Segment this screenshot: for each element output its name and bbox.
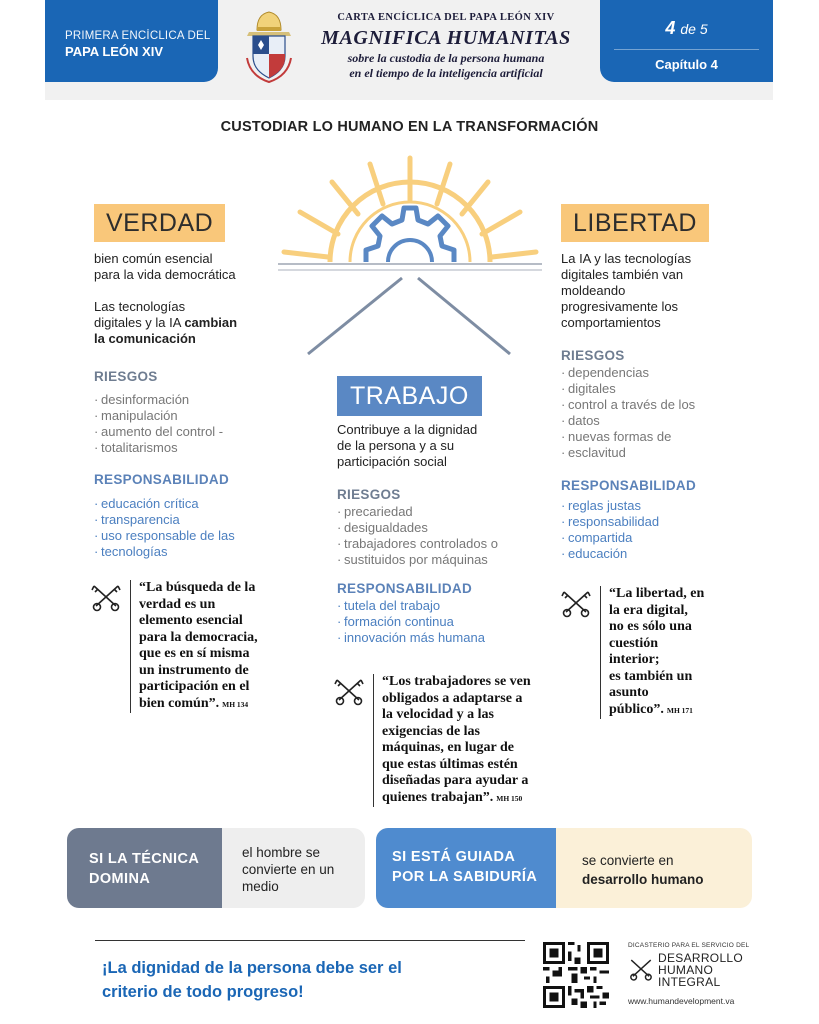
verdad-responsabilidad-title: RESPONSABILIDAD	[94, 472, 230, 487]
libertad-description	[561, 251, 691, 331]
trabajo-quote	[373, 674, 531, 807]
banner-dark-line: POR LA SABIDURÍA	[392, 869, 538, 885]
papal-keys-icon	[90, 582, 122, 612]
quote-line	[382, 790, 531, 808]
quote-reference: MH 150	[496, 793, 523, 803]
quote-line: no es sólo una	[609, 619, 692, 634]
libertad-desc-line: La IA y las tecnologías	[561, 251, 692, 266]
quote-line: asunto	[609, 685, 649, 700]
header-subtitle-2: en el tiempo de la inteligencia artificial	[349, 66, 543, 80]
verdad-riesgos-list	[94, 392, 274, 456]
banner-light-line: se convierte en	[582, 853, 674, 868]
list-item: · manipulación	[94, 408, 274, 424]
list-item: · desigualdades	[337, 520, 537, 536]
quote-line: verdad es un	[139, 596, 216, 612]
quote-line: para la democracia,	[139, 629, 258, 645]
verdad-riesgos-title: RIESGOS	[94, 369, 158, 384]
banner-dark-line: SI LA TÉCNICA	[89, 851, 200, 867]
list-item: · responsabilidad	[561, 514, 741, 530]
banner-technique-light	[242, 844, 334, 895]
header-center	[300, 12, 592, 80]
trabajo-desc-line: Contribuye a la dignidad	[337, 422, 478, 437]
qr-code-icon[interactable]	[543, 942, 609, 1008]
trabajo-responsabilidad-title: RESPONSABILIDAD	[337, 581, 473, 596]
list-item: · desinformación	[94, 392, 274, 408]
list-item: · totalitarismos	[94, 440, 274, 456]
trabajo-desc-line: de la persona y a su	[337, 438, 455, 453]
dicastery-name-line: DESARROLLO	[658, 951, 744, 965]
verdad-desc-line: bien común esencial	[94, 251, 213, 266]
list-item: · tecnologías	[94, 544, 274, 560]
list-item: · formación continua	[337, 614, 537, 630]
verdad-tag: VERDAD	[94, 204, 225, 242]
list-item: · tutela del trabajo	[337, 598, 537, 614]
footer-slogan-line: ¡La dignidad de la persona debe ser el	[102, 959, 402, 977]
list-item: · control a través de los	[561, 397, 741, 413]
list-item: · compartida	[561, 530, 741, 546]
sun-gear-illustration	[270, 150, 550, 360]
banner-light-line: medio	[242, 879, 279, 894]
banner-wisdom	[376, 828, 752, 908]
verdad-responsabilidad-list	[94, 496, 274, 560]
verdad-desc-line	[94, 315, 237, 331]
list-item: · precariedad	[337, 504, 537, 520]
quote-line: un instrumento de	[139, 662, 249, 678]
verdad-desc-bold: cambian	[184, 315, 238, 330]
banner-light-line: convierte en un	[242, 862, 335, 877]
libertad-desc-line: comportamientos	[561, 315, 661, 330]
page-of: de 5	[680, 21, 708, 37]
banner-wisdom-light	[582, 851, 704, 889]
list-item: · dependencias	[561, 365, 741, 381]
libertad-riesgos-list	[561, 365, 741, 461]
banner-technique	[67, 828, 365, 908]
quote-line	[609, 702, 704, 720]
verdad-description	[94, 251, 237, 347]
quote-line: cuestión	[609, 635, 658, 651]
header-right-divider	[614, 49, 759, 50]
quote-line: participación en el	[139, 679, 250, 694]
quote-text: quienes trabajan”.	[382, 789, 494, 805]
quote-line: “Los trabajadores se ven	[382, 674, 531, 689]
list-item: · esclavitud	[561, 445, 741, 461]
list-item: · sustituidos por máquinas	[337, 552, 537, 568]
trabajo-tag: TRABAJO	[337, 376, 482, 416]
verdad-quote	[130, 580, 258, 713]
trabajo-riesgos-list	[337, 504, 537, 568]
list-item: · trabajadores controlados o	[337, 536, 537, 552]
list-item: · reglas justas	[561, 498, 741, 514]
verdad-desc-line: Las tecnologías	[94, 299, 186, 314]
page-number: 4	[665, 18, 676, 38]
list-item: · uso responsable de las	[94, 528, 274, 544]
banner-dark-line: SI ESTÁ GUIADA	[392, 849, 516, 865]
banner-light-bold: desarrollo humano	[582, 872, 704, 887]
libertad-desc-line: progresivamente los	[561, 299, 679, 314]
libertad-riesgos-title: RIESGOS	[561, 348, 625, 363]
quote-reference: MH 134	[222, 699, 249, 709]
papal-keys-icon	[333, 676, 365, 706]
quote-reference: MH 171	[666, 705, 693, 715]
footer-slogan-line: criterio de todo progreso!	[102, 983, 304, 1001]
papal-coat-of-arms-icon	[243, 10, 295, 84]
verdad-desc-bold-line: la comunicación	[94, 331, 196, 346]
quote-line: máquinas, en lugar de	[382, 740, 514, 755]
footer-divider	[95, 940, 525, 941]
libertad-tag: LIBERTAD	[561, 204, 709, 242]
libertad-quote	[600, 586, 704, 719]
banner-wisdom-dark	[376, 828, 556, 908]
website-link[interactable]: www.humandevelopment.va	[628, 996, 735, 1006]
page-indicator	[600, 18, 773, 39]
quote-line: la velocidad y a las	[382, 707, 495, 722]
quote-line: obligados a adaptarse a	[382, 690, 523, 706]
spacer	[94, 283, 237, 299]
quote-line: diseñadas para ayudar a	[382, 773, 529, 788]
chapter-label: Capítulo 4	[655, 57, 718, 72]
quote-line: exigencias de las	[382, 723, 480, 739]
quote-text: público”.	[609, 701, 664, 717]
libertad-desc-line: digitales también van	[561, 267, 684, 282]
quote-line	[139, 696, 258, 714]
list-item: · educación crítica	[94, 496, 274, 512]
header-right-box	[600, 0, 773, 82]
list-item: · datos	[561, 413, 741, 429]
papal-keys-icon	[628, 956, 654, 982]
banner-light-line: el hombre se	[242, 845, 321, 860]
libertad-desc-line: moldeando	[561, 283, 626, 298]
banner-dark-line: DOMINA	[89, 871, 151, 887]
list-item: · innovación más humana	[337, 630, 537, 646]
quote-line: que es en sí misma	[139, 646, 250, 661]
main-title: CUSTODIAR LO HUMANO EN LA TRANSFORMACIÓN	[220, 119, 599, 135]
trabajo-desc-line: participación social	[337, 454, 447, 469]
quote-line: que estas últimas estén	[382, 756, 518, 772]
quote-line: la era digital,	[609, 602, 688, 618]
quote-line: es también un	[609, 668, 693, 684]
papal-keys-icon	[560, 588, 592, 618]
verdad-desc-line: para la vida democrática	[94, 267, 236, 282]
dicastery-logo	[628, 942, 749, 1006]
quote-line: “La libertad, en	[609, 586, 705, 601]
header-center-line1: CARTA ENCÍCLICA DEL PAPA LEÓN XIV	[337, 12, 555, 23]
libertad-responsabilidad-title: RESPONSABILIDAD	[561, 478, 697, 493]
list-item: · digitales	[561, 381, 741, 397]
list-item: · educación	[561, 546, 741, 562]
header-subtitle-1: sobre la custodia de la persona humana	[347, 51, 545, 65]
quote-line: “La búsqueda de la	[139, 580, 256, 595]
trabajo-description	[337, 422, 477, 470]
quote-line: elemento esencial	[139, 613, 243, 628]
encyclical-title: MAGNIFICA HUMANITAS	[321, 27, 571, 49]
dicastery-small-text: DICASTERIO PARA EL SERVICIO DEL	[628, 942, 750, 949]
trabajo-responsabilidad-list	[337, 598, 537, 646]
libertad-responsabilidad-list	[561, 498, 741, 562]
verdad-desc-text: digitales y la IA	[94, 315, 185, 330]
quote-text: bien común”.	[139, 695, 220, 711]
banner-technique-dark	[67, 828, 222, 908]
header-left-box	[45, 0, 218, 82]
dicastery-name-line: INTEGRAL	[658, 975, 721, 989]
header-left-line2: PAPA LEÓN XIV	[65, 44, 163, 59]
list-item: · aumento del control -	[94, 424, 274, 440]
header-left-line1: PRIMERA ENCÍCLICA DEL	[65, 30, 211, 42]
list-item: · transparencia	[94, 512, 274, 528]
list-item: · nuevas formas de	[561, 429, 741, 445]
footer-slogan	[102, 956, 402, 1004]
quote-line: interior;	[609, 652, 660, 667]
dicastery-name-line: HUMANO	[658, 963, 714, 977]
trabajo-riesgos-title: RIESGOS	[337, 487, 401, 502]
